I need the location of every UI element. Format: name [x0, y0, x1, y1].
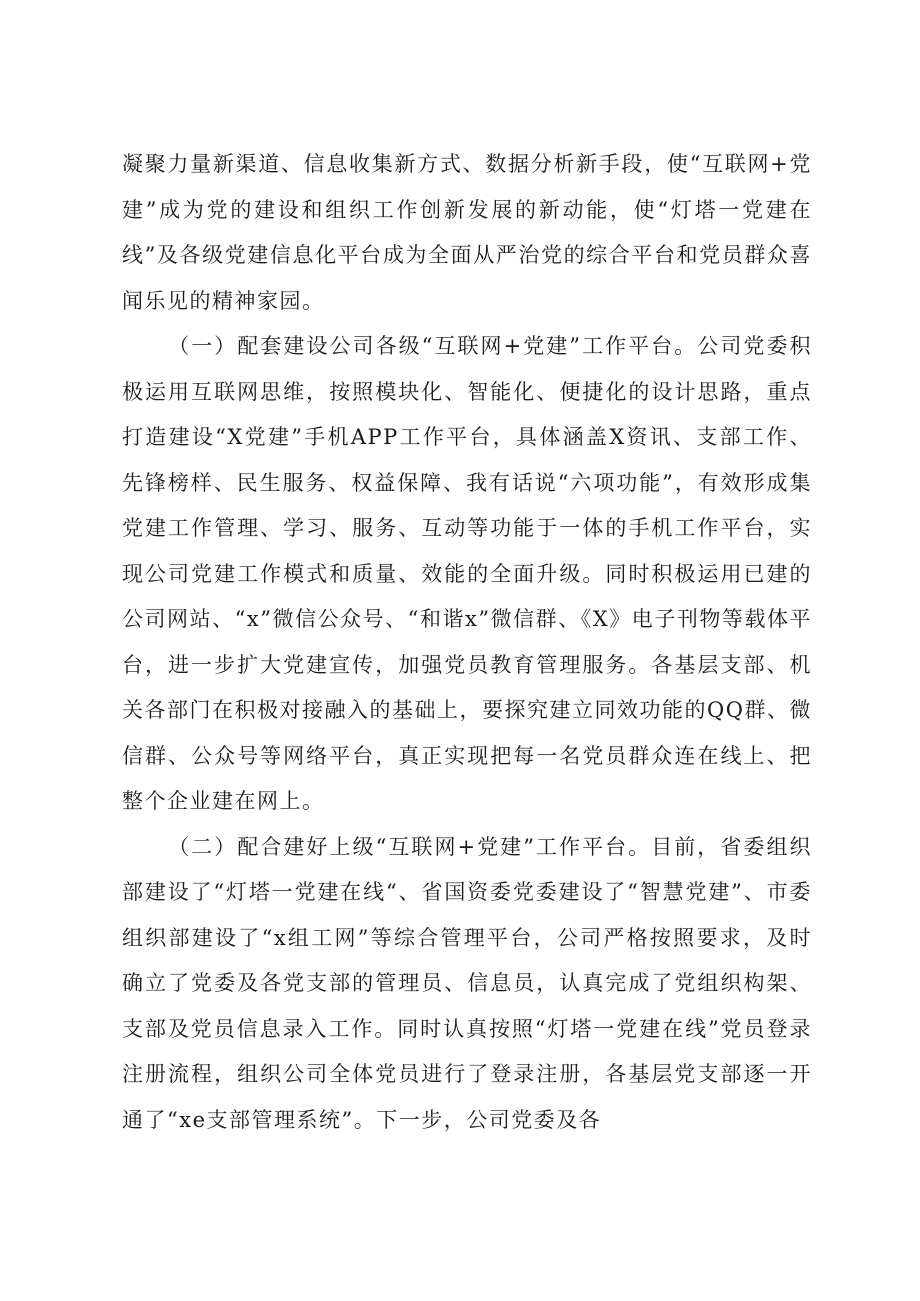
document-body — [122, 142, 812, 1143]
paragraph-section-one: （一）配套建设公司各级“互联网+党建”工作平台。公司党委积极运用互联网思维，按照模块化、智能化、便捷化的设计思路，重点打造建设“X党建”手机APP工作平台，具体涵盖X资讯、支部工作、先锋榜样、民生服务、权益保障、我有话说“六项功能”，有效形成集党建工作管理、学习、服务、互动等功能于一体的手机工作平台，实现公司党建工作模式和质量、效能的全面升级。同时积极运用已建的公司网站、“x”微信公众号、“和谐x”微信群、《X》电子刊物等载体平台，进一步扩大党建宣传，加强党员教育管理服务。各基层支部、机关各部门在积极对接融入的基础上，要探究建立同效功能的QQ群、微信群、公众号等网络平台，真正实现把每一名党员群众连在线上、把整个企业建在网上。 — [122, 334, 812, 813]
paragraph-continuation: 凝聚力量新渠道、信息收集新方式、数据分析新手段，使“互联网+党建”成为党的建设和组织工作创新发展的新动能，使“灯塔一党建在线”及各级党建信息化平台成为全面从严治党的综合平台和党员群众喜闻乐见的精神家园。 — [122, 152, 812, 313]
paragraph-section-two: （二）配合建好上级“互联网+党建”工作平台。目前，省委组织部建设了“灯塔一党建在线“、省国资委党委建设了“智慧党建”、市委组织部建设了“x组工网”等综合管理平台，公司严格按照要求，及时确立了党委及各党支部的管理员、信息员，认真完成了党组织构架、支部及党员信息录入工作。同时认真按照“灯塔一党建在线”党员登录注册流程，组织公司全体党员进行了登录注册，各基层党支部逐一开通了“xe支部管理系统”。下一步，公司党委及各 — [122, 834, 812, 1132]
